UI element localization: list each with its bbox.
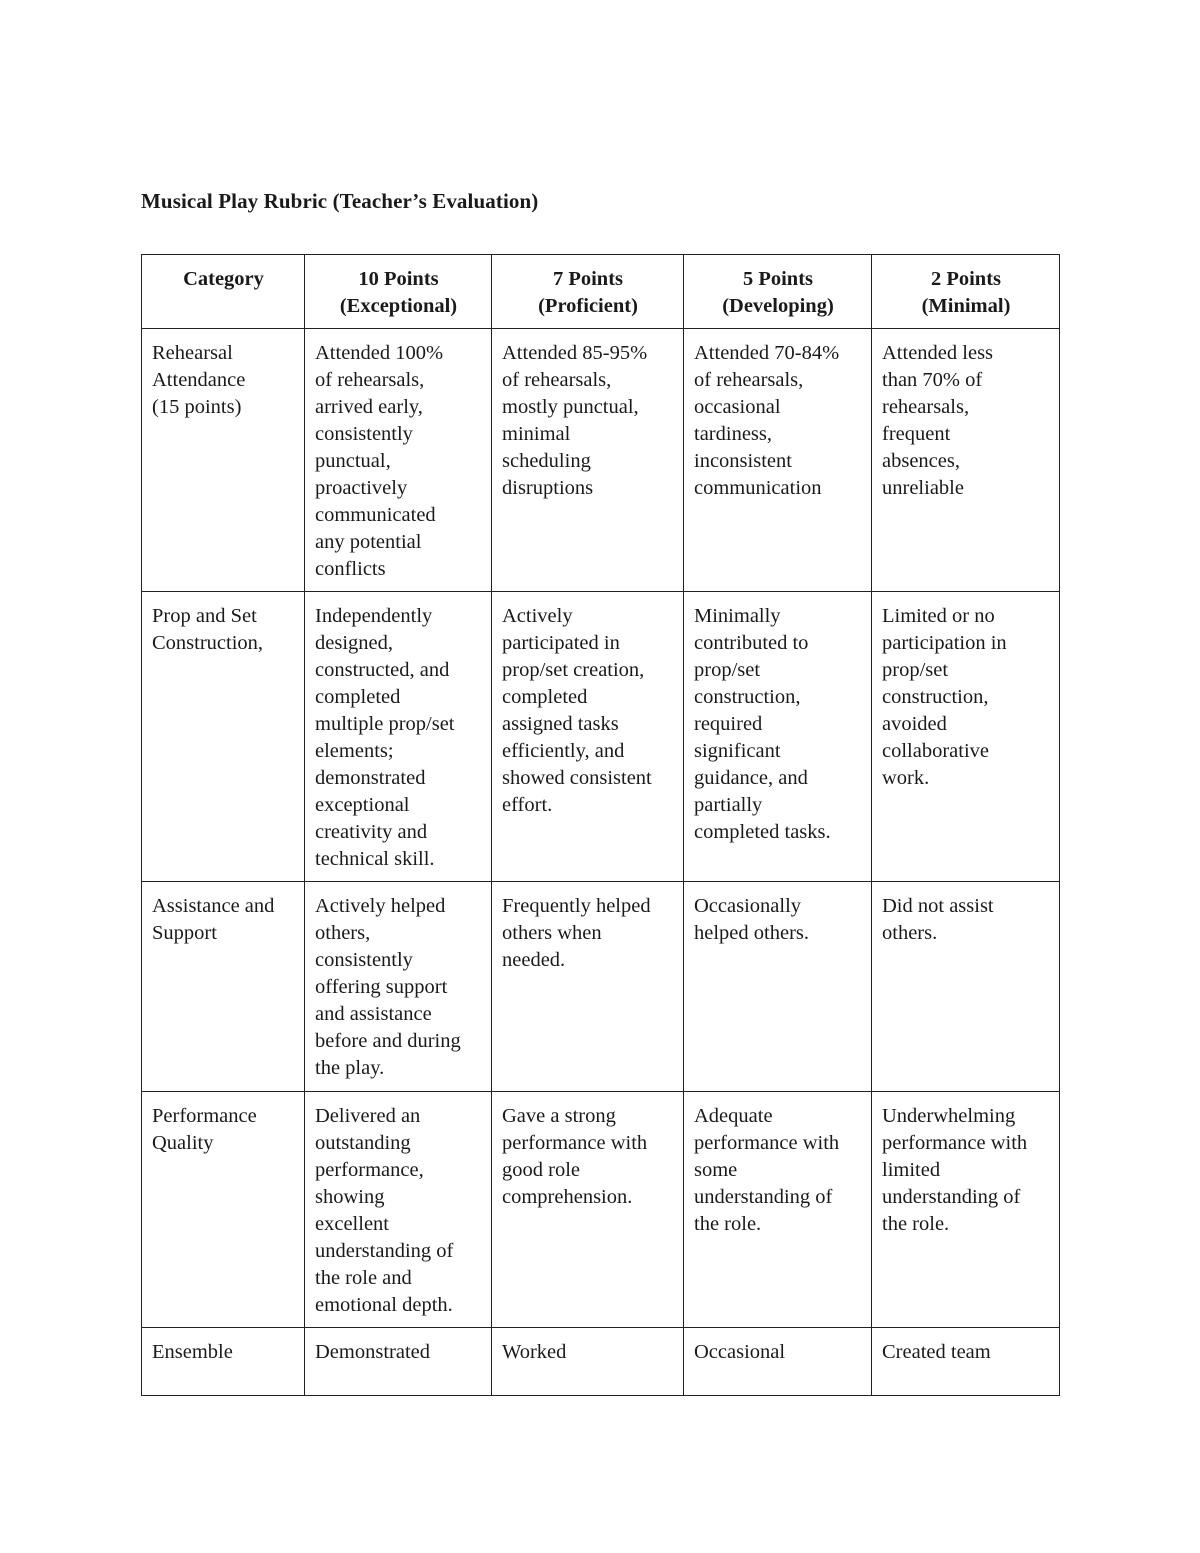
criteria-cell-5: Adequate performance with some understanding of the role. — [684, 1092, 872, 1328]
header-7-points-level: (Proficient) — [538, 295, 638, 317]
criteria-cell-2: Did not assist others. — [872, 882, 1060, 1092]
rubric-row-assistance-and-support — [142, 882, 1060, 1092]
criteria-cell-10: Demonstrated — [305, 1328, 492, 1396]
header-2-points-level: (Minimal) — [921, 295, 1011, 317]
criteria-cell-10: Independently designed, constructed, and completed multiple prop/set elements; demonstrated exceptional creativity and technical skill. — [305, 592, 492, 882]
criteria-cell-2: Underwhelming performance with limited understanding of the role. — [872, 1092, 1060, 1328]
category-cell: Assistance and Support — [142, 882, 305, 1092]
category-cell: Prop and Set Construction, — [142, 592, 305, 882]
header-category-label: Category — [183, 268, 264, 290]
category-cell: Rehearsal Attendance (15 points) — [142, 329, 305, 592]
criteria-cell-7: Actively participated in prop/set creation, completed assigned tasks efficiently, and showed consistent effort. — [492, 592, 684, 882]
rubric-row-performance-quality — [142, 1092, 1060, 1328]
criteria-cell-5: Occasionally helped others. — [684, 882, 872, 1092]
header-5-points-label: 5 Points — [742, 268, 814, 290]
criteria-cell-5: Occasional — [684, 1328, 872, 1396]
criteria-cell-10: Delivered an outstanding performance, showing excellent understanding of the role and emotional depth. — [305, 1092, 492, 1328]
header-5-points-level: (Developing) — [722, 295, 834, 317]
criteria-cell-10: Actively helped others, consistently offering support and assistance before and during the play. — [305, 882, 492, 1092]
criteria-cell-2: Limited or no participation in prop/set construction, avoided collaborative work. — [872, 592, 1060, 882]
header-2-points — [872, 255, 1060, 329]
rubric-row-ensemble — [142, 1328, 1060, 1396]
header-category — [142, 255, 305, 329]
criteria-cell-5: Attended 70-84% of rehearsals, occasional tardiness, inconsistent communication — [684, 329, 872, 592]
criteria-cell-2: Attended less than 70% of rehearsals, frequent absences, unreliable — [872, 329, 1060, 592]
rubric-table — [141, 254, 1060, 1396]
criteria-cell-10: Attended 100% of rehearsals, arrived early, consistently punctual, proactively communicated any potential conflicts — [305, 329, 492, 592]
document-title: Musical Play Rubric (Teacher’s Evaluation) — [141, 189, 539, 213]
header-7-points — [492, 255, 684, 329]
criteria-cell-5: Minimally contributed to prop/set construction, required significant guidance, and partially completed tasks. — [684, 592, 872, 882]
header-10-points-level: (Exceptional) — [339, 295, 458, 317]
rubric-row-rehearsal-attendance — [142, 329, 1060, 592]
criteria-cell-7: Worked — [492, 1328, 684, 1396]
criteria-cell-7: Frequently helped others when needed. — [492, 882, 684, 1092]
rubric-row-prop-and-set — [142, 592, 1060, 882]
criteria-cell-2: Created team — [872, 1328, 1060, 1396]
header-5-points — [684, 255, 872, 329]
criteria-cell-7: Gave a strong performance with good role comprehension. — [492, 1092, 684, 1328]
header-row — [142, 255, 1060, 329]
criteria-cell-7: Attended 85-95% of rehearsals, mostly punctual, minimal scheduling disruptions — [492, 329, 684, 592]
category-cell: Performance Quality — [142, 1092, 305, 1328]
header-10-points-label: 10 Points — [358, 268, 439, 290]
category-cell: Ensemble — [142, 1328, 305, 1396]
header-2-points-label: 2 Points — [930, 268, 1002, 290]
header-7-points-label: 7 Points — [552, 268, 624, 290]
header-10-points — [305, 255, 492, 329]
